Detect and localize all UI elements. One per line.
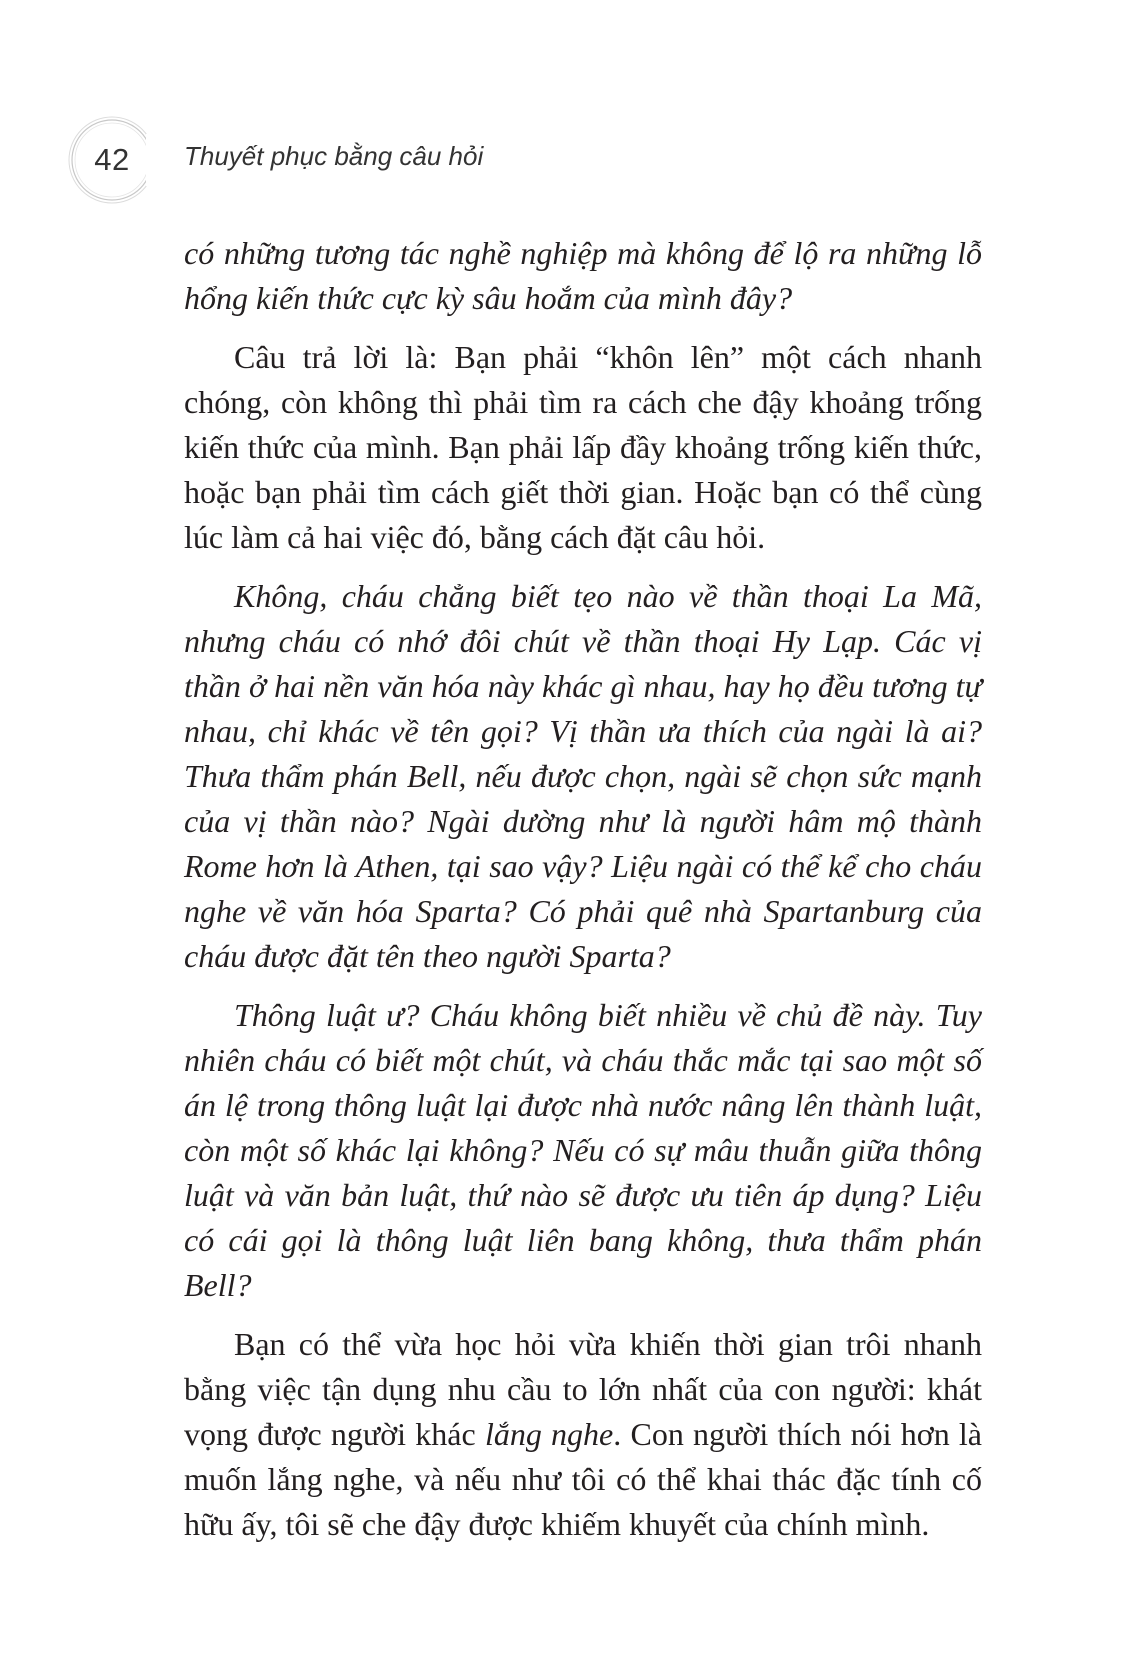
page-body bbox=[184, 231, 982, 1561]
paragraph-5-text-a: Bạn có thể vừa học hỏi vừa khiến thời gian trôi nhanh bằng việc tận dụng nhu cầu to lớn nhất của con người: khát vọng được người khác bbox=[184, 1326, 982, 1452]
paragraph-5 bbox=[184, 1322, 982, 1547]
paragraph-4: Thông luật ư? Cháu không biết nhiều về chủ đề này. Tuy nhiên cháu có biết một chút, và cháu thắc mắc tại sao một số án lệ trong thông luật lại được nhà nước nâng lên thành luật, còn một số khác lại không? Nếu có sự mâu thuẫn giữa thông luật và văn bản luật, thứ nào sẽ được ưu tiên áp dụng? Liệu có cái gọi là thông luật liên bang không, thưa thẩm phán Bell? bbox=[184, 997, 982, 1303]
paragraph-5-text-b: . Con người thích nói hơn là muốn lắng nghe, và nếu như tôi có thể khai thác đặc tính cố hữu ấy, tôi sẽ che đậy được khiếm khuyết của chính mình. bbox=[184, 1416, 983, 1542]
running-title: Thuyết phục bằng câu hỏi bbox=[184, 141, 484, 171]
page-header bbox=[66, 114, 484, 206]
page-number: 42 bbox=[94, 142, 130, 177]
page-number-badge bbox=[66, 114, 158, 206]
paragraph-3: Không, cháu chẳng biết tẹo nào về thần thoại La Mã, nhưng cháu có nhớ đôi chút về thần thoại Hy Lạp. Các vị thần ở hai nền văn hóa này khác gì nhau, hay họ đều tương tự nhau, chỉ khác về tên gọi? Vị thần ưa thích của ngài là ai? Thưa thẩm phán Bell, nếu được chọn, ngài sẽ chọn sức mạnh của vị thần nào? Ngài dường như là người hâm mộ thành Rome hơn là Athen, tại sao vậy? Liệu ngài có thể kể cho cháu nghe về văn hóa Sparta? Có phải quê nhà Spartanburg của cháu được đặt tên theo người Sparta? bbox=[184, 578, 982, 974]
paragraph-2: Câu trả lời là: Bạn phải “khôn lên” một cách nhanh chóng, còn không thì phải tìm ra cách che đậy khoảng trống kiến thức của mình. Bạn phải lấp đầy khoảng trống kiến thức, hoặc bạn phải tìm cách giết thời gian. Hoặc bạn có thể cùng lúc làm cả hai việc đó, bằng cách đặt câu hỏi. bbox=[184, 339, 982, 555]
paragraph-1: có những tương tác nghề nghiệp mà không để lộ ra những lỗ hổng kiến thức cực kỳ sâu hoắm của mình đây? bbox=[184, 235, 982, 316]
paragraph-5-emphasis: lắng nghe bbox=[484, 1416, 614, 1452]
